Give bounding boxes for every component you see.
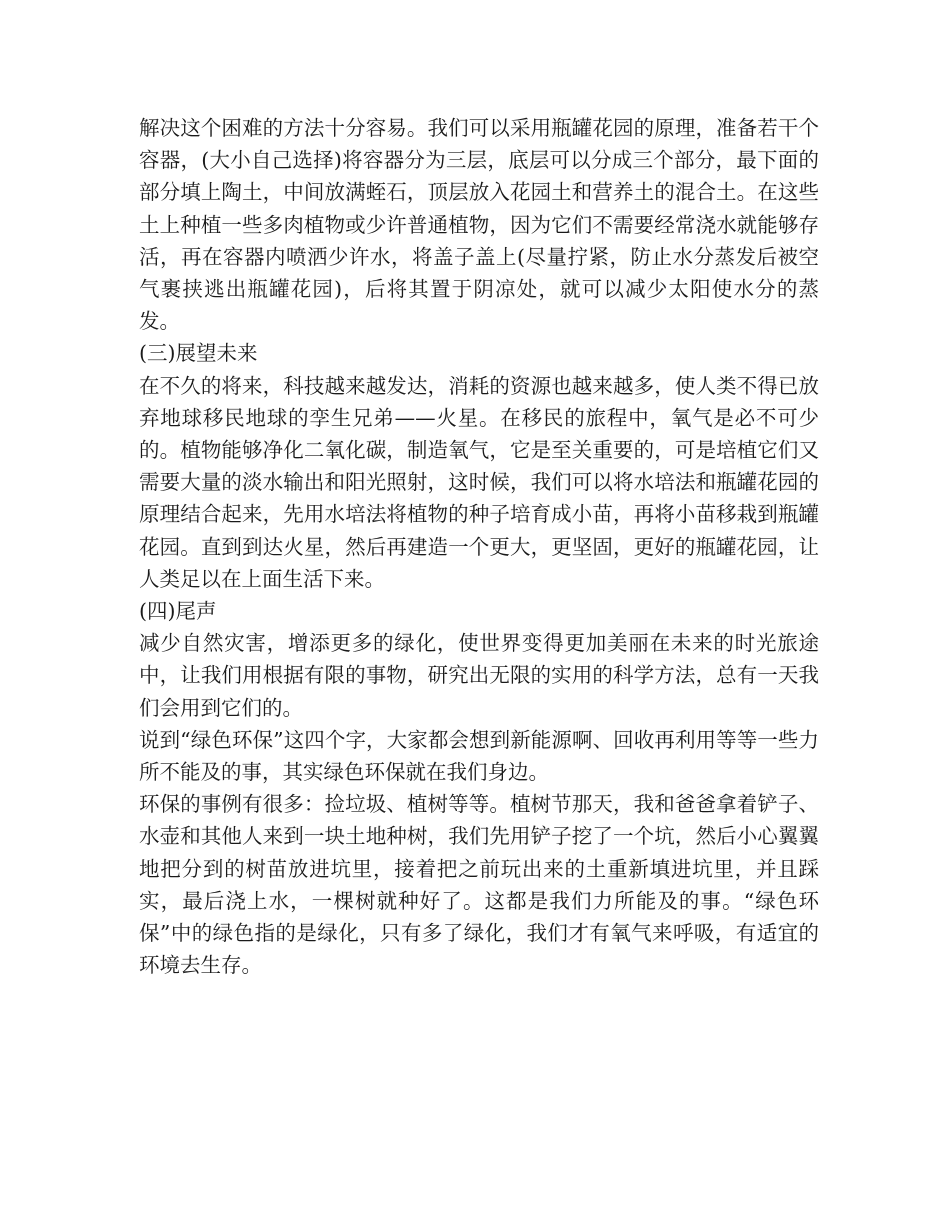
section-heading-epilogue: (四)尾声 bbox=[139, 599, 217, 624]
paragraph-mars-migration: 在不久的将来，科技越来越发达，消耗的资源也越来越多，使人类不得已放弃地球移民地球的孪生兄弟——火星。在移民的旅程中，氧气是必不可少的。植物能够净化二氧化碳，制造氧气，它是至关重要的，可是培植它们又需要大量的淡水输出和阳光照射，这时候，我们可以将水培法和瓶罐花园的原理结合起来，先用水培法将植物的种子培育成小苗，再将小苗移栽到瓶罐花园。直到到达火星，然后再建造一个更大，更坚固，更好的瓶罐花园，让人类足以在上面生活下来。 bbox=[139, 373, 819, 591]
document-body bbox=[139, 112, 819, 981]
paragraph-bottle-garden-method: 解决这个困难的方法十分容易。我们可以采用瓶罐花园的原理，准备若干个容器，(大小自己选择)将容器分为三层，底层可以分成三个部分，最下面的部分填上陶土，中间放满蛭石，顶层放入花园土和营养土的混合土。在这些土上种植一些多肉植物或少许普通植物，因为它们不需要经常浇水就能够存活，再在容器内喷洒少许水，将盖子盖上(尽量拧紧，防止水分蒸发后被空气裹挟逃出瓶罐花园)，后将其置于阴凉处，就可以减少太阳使水分的蒸发。 bbox=[139, 116, 819, 334]
paragraph-tree-planting: 环保的事例有很多：捡垃圾、植树等等。植树节那天，我和爸爸拿着铲子、水壶和其他人来到一块土地种树，我们先用铲子挖了一个坑，然后小心翼翼地把分到的树苗放进坑里，接着把之前玩出来的土重新填进坑里，并且踩实，最后浇上水，一棵树就种好了。这都是我们力所能及的事。“绿色环保”中的绿色指的是绿化，只有多了绿化，我们才有氧气来呼吸，有适宜的环境去生存。 bbox=[139, 792, 819, 978]
section-heading-future: (三)展望未来 bbox=[139, 341, 258, 366]
paragraph-green-environment-intro: 说到“绿色环保”这四个字，大家都会想到新能源啊、回收再利用等等一些力所不能及的事，其实绿色环保就在我们身边。 bbox=[139, 727, 819, 785]
paragraph-epilogue: 减少自然灾害，增添更多的绿化，使世界变得更加美丽在未来的时光旅途中，让我们用根据有限的事物，研究出无限的实用的科学方法，总有一天我们会用到它们的。 bbox=[139, 631, 819, 720]
